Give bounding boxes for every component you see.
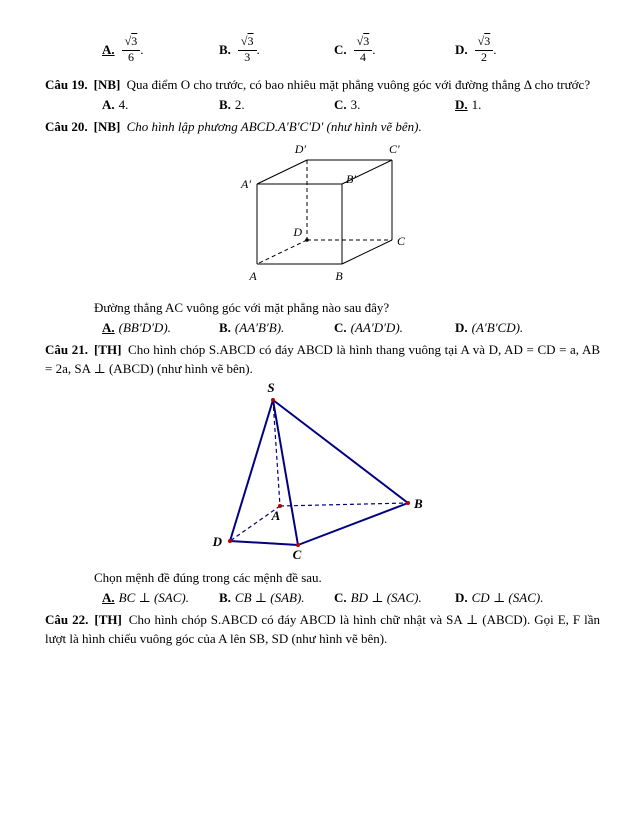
option-label: B. bbox=[219, 320, 231, 335]
cube-hidden-edges bbox=[257, 160, 392, 264]
option-label: C. bbox=[334, 590, 347, 605]
cube-label-b-prime: B′ bbox=[346, 172, 356, 186]
edge-a-b bbox=[280, 503, 408, 506]
option-text: 1. bbox=[471, 97, 482, 112]
option-label: B. bbox=[219, 590, 231, 605]
dot-s bbox=[271, 398, 275, 402]
option-text: BD ⊥ (SAC). bbox=[350, 590, 422, 605]
fraction-numerator bbox=[122, 35, 141, 51]
dot-b bbox=[406, 501, 410, 505]
fraction-numerator bbox=[238, 35, 257, 51]
pyramid-solid-edges bbox=[230, 400, 408, 545]
option-label: D. bbox=[455, 590, 468, 605]
q21-option-a bbox=[102, 588, 219, 607]
edge-b-c bbox=[342, 240, 392, 264]
question-20 bbox=[45, 117, 600, 136]
fraction-denominator: 2 bbox=[480, 50, 487, 64]
question-tag: [NB] bbox=[93, 119, 121, 134]
option-text: CB ⊥ (SAB). bbox=[234, 590, 305, 605]
q19-options bbox=[102, 95, 600, 114]
edge-dp-ap bbox=[257, 160, 307, 184]
option-label: D. bbox=[455, 97, 468, 112]
pyramid-labels bbox=[212, 382, 423, 562]
q21-options bbox=[102, 588, 600, 607]
question-text: Cho hình chóp S.ABCD có đáy ABCD là hình chữ nhật và SA ⊥ (ABCD). Gọi E, F lần lượt là hình chiếu vuông góc của A lên SB, SD (như hình vẽ bên). bbox=[45, 612, 600, 646]
pyramid-figure bbox=[208, 382, 426, 562]
option-text: (A′B′CD). bbox=[471, 320, 524, 335]
fraction-numerator bbox=[354, 35, 373, 51]
pyramid-figure-container bbox=[208, 382, 600, 566]
q19-option-b bbox=[219, 95, 334, 114]
cube-solid-edges bbox=[257, 160, 392, 264]
cube-label-d: D bbox=[293, 225, 302, 239]
q20-option-b bbox=[219, 318, 334, 337]
radical-sign: √ bbox=[240, 34, 248, 49]
q20-option-d bbox=[455, 318, 600, 337]
option-label: A. bbox=[102, 42, 115, 57]
radical-sign: √ bbox=[477, 34, 485, 49]
pyramid-label-s: S bbox=[267, 382, 275, 395]
radicand: 3 bbox=[247, 34, 254, 49]
q21-sub-question bbox=[94, 568, 600, 587]
option-text: (BB′D′D). bbox=[118, 320, 171, 335]
sub-question-text: Chọn mệnh đề đúng trong các mệnh đề sau. bbox=[94, 570, 322, 585]
pyramid-label-d: D bbox=[212, 534, 222, 549]
option-label: D. bbox=[455, 320, 468, 335]
pyramid-label-c: C bbox=[292, 547, 302, 562]
sub-question-text: Đường thẳng AC vuông góc với mặt phẳng nào sau đây? bbox=[94, 300, 390, 315]
prev-option-d bbox=[455, 35, 600, 65]
vertex-dot-d bbox=[305, 238, 309, 242]
q19-option-d bbox=[455, 95, 600, 114]
option-label: C. bbox=[334, 97, 347, 112]
prev-option-a bbox=[102, 35, 219, 65]
option-label: C. bbox=[334, 320, 347, 335]
option-label: A. bbox=[102, 590, 115, 605]
question-text: Qua điểm O cho trước, có bao nhiêu mặt phẳng vuông góc với đường thẳng Δ cho trước? bbox=[126, 77, 591, 92]
edge-c-b bbox=[298, 503, 408, 545]
cube-label-a-prime: A′ bbox=[241, 177, 251, 191]
option-text: 4. bbox=[118, 97, 129, 112]
fraction-denominator: 3 bbox=[244, 50, 251, 64]
question-tag: [NB] bbox=[93, 77, 121, 92]
option-label: D. bbox=[455, 42, 468, 57]
q20-option-c bbox=[334, 318, 455, 337]
pyramid-hidden-edges bbox=[230, 400, 408, 541]
period: . bbox=[493, 42, 497, 57]
period: . bbox=[256, 42, 260, 57]
q21-option-c bbox=[334, 588, 455, 607]
fraction bbox=[238, 35, 257, 65]
question-number: Câu 22. bbox=[45, 612, 89, 627]
radical-sign: √ bbox=[124, 34, 132, 49]
fraction-denominator: 4 bbox=[359, 50, 366, 64]
fraction bbox=[475, 34, 497, 65]
radicand: 3 bbox=[131, 34, 138, 49]
option-label: C. bbox=[334, 42, 347, 57]
period: . bbox=[372, 42, 376, 57]
fraction-numerator bbox=[475, 35, 494, 51]
cube-label-d-prime: D′ bbox=[294, 142, 306, 156]
pyramid-label-a: A bbox=[271, 508, 281, 523]
pyramid-vertex-dots bbox=[228, 398, 410, 547]
option-text: 3. bbox=[350, 97, 361, 112]
option-text: BC ⊥ (SAC). bbox=[118, 590, 189, 605]
radicand: 3 bbox=[363, 34, 370, 49]
q19-option-c bbox=[334, 95, 455, 114]
q20-option-a bbox=[102, 318, 219, 337]
fraction bbox=[354, 34, 376, 65]
question-text: Cho hình chóp S.ABCD có đáy ABCD là hình thang vuông tại A và D, AD = CD = a, AB = 2a, SA ⊥ (ABCD) (như hình vẽ bên). bbox=[45, 342, 600, 376]
previous-question-options bbox=[102, 28, 600, 72]
prev-option-c bbox=[334, 35, 455, 65]
option-label: B. bbox=[219, 42, 231, 57]
q20-options bbox=[102, 318, 600, 337]
q21-option-d bbox=[455, 588, 600, 607]
period: . bbox=[140, 42, 144, 57]
option-text: (AA′B′B). bbox=[234, 320, 285, 335]
question-number: Câu 20. bbox=[45, 119, 88, 134]
option-text: 2. bbox=[234, 97, 245, 112]
question-text: Cho hình lập phương ABCD.A′B′C′D′ (như hình vẽ bên). bbox=[126, 119, 422, 134]
cube-label-b: B bbox=[335, 269, 343, 283]
question-tag: [TH] bbox=[93, 342, 122, 357]
question-19 bbox=[45, 75, 600, 94]
radicand: 3 bbox=[484, 34, 491, 49]
question-22 bbox=[45, 610, 600, 648]
q21-option-b bbox=[219, 588, 334, 607]
edge-s-b bbox=[273, 400, 408, 503]
dot-d bbox=[228, 539, 232, 543]
edge-d-a bbox=[257, 240, 307, 264]
radical-sign: √ bbox=[356, 34, 364, 49]
question-number: Câu 19. bbox=[45, 77, 88, 92]
option-label: B. bbox=[219, 97, 231, 112]
option-label: A. bbox=[102, 320, 115, 335]
cube-label-c: C bbox=[397, 234, 406, 248]
cube-labels bbox=[240, 142, 406, 283]
prev-option-b bbox=[219, 35, 334, 65]
question-tag: [TH] bbox=[94, 612, 122, 627]
fraction-denominator: 6 bbox=[127, 50, 134, 64]
edge-s-c bbox=[273, 400, 298, 545]
q19-option-a bbox=[102, 95, 219, 114]
q20-sub-question bbox=[94, 298, 600, 317]
option-label: A. bbox=[102, 97, 115, 112]
cube-figure bbox=[225, 142, 420, 292]
option-text: CD ⊥ (SAC). bbox=[471, 590, 544, 605]
cube-figure-container bbox=[225, 142, 600, 296]
question-21 bbox=[45, 340, 600, 378]
cube-label-a: A bbox=[249, 269, 257, 283]
edge-d-c bbox=[230, 541, 298, 545]
cube-label-c-prime: C′ bbox=[389, 142, 400, 156]
option-text: (AA′D′D). bbox=[350, 320, 403, 335]
pyramid-label-b: B bbox=[414, 496, 423, 511]
question-number: Câu 21. bbox=[45, 342, 88, 357]
fraction bbox=[122, 34, 144, 65]
edge-s-d bbox=[230, 400, 273, 541]
